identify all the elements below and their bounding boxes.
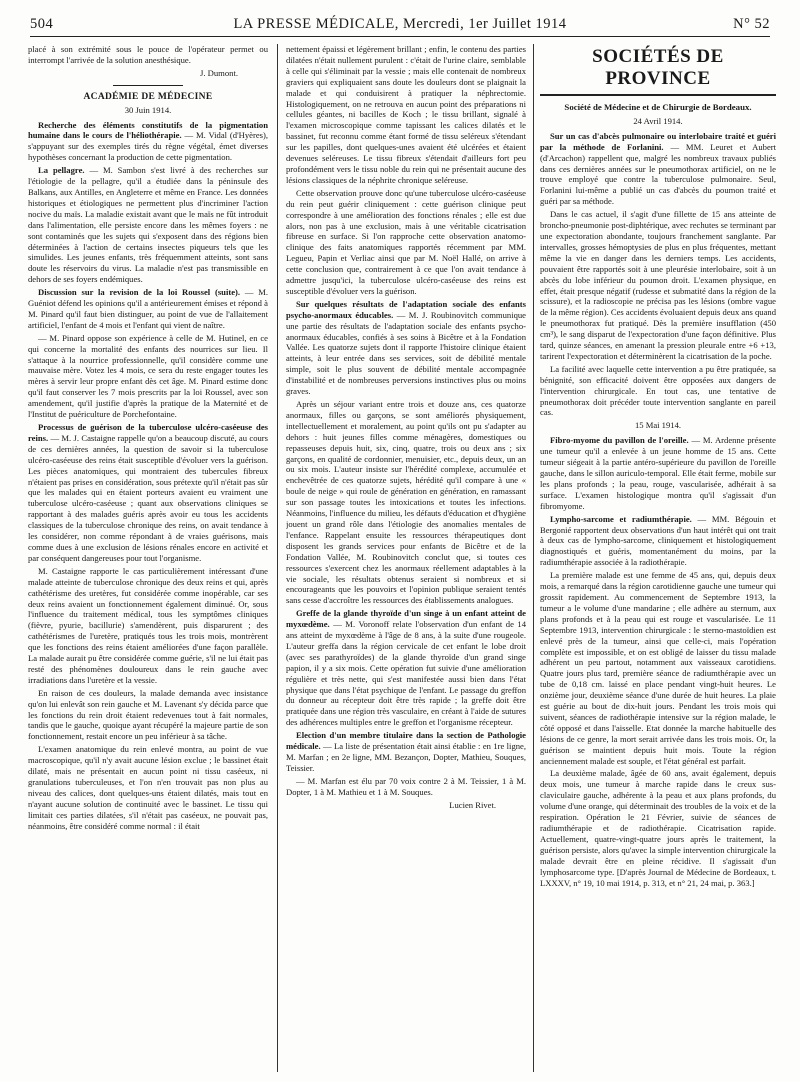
page-header [30, 14, 770, 37]
journal-title: LA PRESSE MÉDICALE, Mercredi, 1er Juillet 1914 [233, 16, 567, 32]
paragraph-pellagre [28, 165, 268, 285]
paragraph-continued: nettement épaissi et légèrement brillant ; enfin, le contenu des parties dilatées n'était nullement purulent : c'était de l'urine claire, semblable à celle qui s'éliminait par la vessie ; mais elle contenait de nombreux graviers qui expliquaient sans doute les douleurs dont se plaignait la malade et qui conduisirent à pratiquer la néphrectomie. Histologiquement, on ne retrouva en aucun point des préparations ni cellules géantes, ni bacilles de Koch ; le tissu brillant, signalé à l'examen microscopique comme tapissant les calices dilatés et le bassinet, fut reconnu comme étant formé de tissu seléreux s'étendant sur les papilles, dont quelques-unes avaient été ulcérées et étaient devenues seléreuses. Le tissu fibreux s'étendait d'ailleurs fort peu profondément vers le tissu noble du rein qui ne présentait aucune des lésions classiques de la néphrite chronique seléreuse. [286, 44, 526, 185]
heading-fibro: Fibro-myome du pavillon de l'oreille. [550, 435, 689, 446]
body-pellagre: — M. Sambon s'est livré à des recherches sur l'étiologie de la pellagre, qu'il a étudiée dans la péninsule des Balkans, aux Antilles, en Angleterre et même en France. Les données historiques et étiologiques ne permettent plus d'incriminer l'action nocive du maïs. La maladie existait avant que le maïs ne fût introduit dans l'alimentation, elle persiste encore dans les mêmes foyers : ne sont contaminés que les sujets qui s'exposent dans des régions bien déterminées à l'action de certains insectes piqueurs tels que les simulides. Les jeunes enfants, très fréquemment atteints, sont sans doute les réservoirs du virus. La maladie n'est pas transmissible en dehors de ses foyers endémiques. [28, 165, 268, 285]
academy-title: ACADÉMIE DE MÉDECINE [83, 91, 213, 102]
society-name: Société de Médecine et de Chirurgie de Bordeaux. [564, 102, 752, 112]
paragraph-deuxieme: La deuxième malade, âgée de 60 ans, avait également, depuis deux mois, une tumeur à marche rapide dans le creux sus-claviculaire gauche, adhérente à la peau et aux plans profonds, du volume d'une orange, qui déterminait des troubles de la voix et de la respiration. Opération le 21 Février, suivie de séances de radiumthérapie et de radiothérapie. Cicatrisation rapide. Actuellement, quatre-vingt-quatre jours après le traitement, la guérison persiste, alors qu'avec la simple intervention chirurgicale la malade devrait être en pleine récidive. Il s'agissait d'un lymphosarcome type. [D'après Journal de Médecine de Bordeaux, t. LXXXV, n° 19, 10 mai 1914, p. 313, et n° 21, 24 mai, p. 363.] [540, 768, 776, 888]
heading-lympho: Lympho-sarcome et radiumthérapie. [550, 513, 692, 524]
body-greffe: — M. Voronoff relate l'observation d'un enfant de 14 ans atteint de myxœdème à l'âge de 8 ans, à la suite d'une rougeole. L'auteur greffa dans la région cervicale de cet enfant le lobe droit (avec ses parathyroïdes) de la glande thyroïde d'un grand singe papion, il y a six mois. Cette opération fut suivie d'une amélioration régulière et très nette, qui s'est manifestée aussi bien dans l'état physique que dans l'état psychique de l'enfant. Le passage du greffon du donneur au récepteur doit être très rapide ; la greffe doit être pratiquée dans une région très vasculaire, en créant à l'aide de sutures des adhérences multiples entre le greffon et l'organisme récepteur. [286, 619, 526, 728]
heading-roussel: Discussion sur la revision de la loi Roussel (suite). [38, 287, 241, 298]
issue-number: N° 52 [733, 16, 770, 32]
paragraph-cas: Dans le cas actuel, il s'agit d'une fillette de 15 ans atteinte de broncho-pneumonie post-diphtérique, avec rechutes se terminant par une expectoration abondante, toujours franchement sanglante. Par intervalles, grosses hémoptysies de plus en plus fréquentes, mettant même la vie en danger dans les derniers temps. Les accidents, pouvaient être rapportés soit à une pleurésie interlobaire, soit à un abcès du lobe inférieur du poumon droit. L'examen physique, en effet, était presque négatif (rudesse et submatité dans la région de la scissure), et la radioscopie ne précisa pas les lésions (ombre vague de la même région). Ces accidents évoluaient depuis deux ans quand le pneumothorax fut pratiqué. Dès la première insufflation (450 cm³), le sang disparut de l'expectoration d'une façon définitive. Plus tard, quinze séances, en amenant la pression pleurale entre +6 +13, tarirent l'expectoration et déterminèrent la cicatrisation de la poche. [540, 209, 776, 361]
academy-date: 30 Juin 1914. [124, 104, 172, 115]
paragraph-observation: Cette observation prouve donc qu'une tuberculose ulcéro-caséeuse du rein peut guérir cliniquement : cette guérison clinique peut correspondre à une amélioration des fonctions rénales ; elle est due alors, non pas à une exclusion, mais à une véritable cicatrisation fibreuse en surface. Si l'on rapproche cette observation anatomo-clinique des faits anatomiques rapportés récemment par MM. Legueu, Papin et Verliac ainsi que par M. Noël Hallé, on arrive à cette conclusion que, contrairement à ce que l'on avait tendance à admettre jusqu'ici, la tuberculose ulcéro-caséeuse des reins est susceptible d'évoluer vers la guérison. [286, 187, 526, 296]
heading-helio: Recherche des éléments constitutifs de la pigmentation humaine dans le cours de l'héliothérapie. [28, 119, 268, 141]
column-3 [540, 44, 776, 1070]
meeting-date-2: 15 Mai 1914. [634, 420, 682, 431]
paragraph-lympho [540, 514, 776, 569]
body-roussel: — M. Guéniot défend les opinions qu'il a antérieurement émises et répond à M. Pinard qu'il faut bien distinguer, au point de vue de l'allaitement artificiel, l'enfant de 4 mois et l'enfant qui vient de naître. [28, 287, 268, 330]
heading-greffe: Greffe de la glande thyroïde d'un singe à un enfant atteint de myxœdème. [286, 608, 526, 630]
body-fibro: — M. Ardenne présente une tumeur qu'il a enlevée à un jeune homme de 15 ans. Cette tumeur siégeait à la partie antéro-supérieure du pavillon de l'oreille gauche, dans le sillon auriculo-temporal. Elle était ferme, mobile sur les plans profonds ; la peau, rouge, vascularisée, adhérait à sa surface. L'examen histologique montra qu'il s'agissait d'un fibromyome. [540, 435, 776, 511]
heading-pellagre: La pellagre. [38, 165, 85, 176]
paragraph-greffe [286, 608, 526, 728]
paragraph-facilite: La facilité avec laquelle cette intervention a pu être pratiquée, sa bénignité, son efficacité doivent être opposées aux dangers de l'intervention chirurgicale. En tout cas, une tentative de pneumothorax doit précéder toute intervention sanglante en pareil cas. [540, 363, 776, 418]
heading-ulcero: Processus de guérison de la tuberculose ulcéro-caséeuse des reins. [28, 422, 268, 443]
paragraph-adaptation [286, 299, 526, 397]
paragraph-abces [540, 131, 776, 207]
heading-election: Election d'un membre titulaire dans la section de Pathologie médicale. [286, 730, 526, 752]
body-adaptation: — M. J. Roubinovitch communique une partie des résultats de l'adaptation sociale des enfants psycho-anormaux éducables, confiés à ses soins à Bicêtre et à la Fondation Vallée. Les quatorze sujets dont il rapporte l'histoire clinique étaient atteints, à leur entrée dans ses services, soit de débilité mentale simple, soit le plus souvent de débilité mentale accompagnée d'instabilité et de nombreuses perversions instinctives plus ou moins graves. [286, 309, 526, 397]
column-2 [286, 44, 526, 1070]
signature-rivet: Lucien Rivet. [449, 799, 496, 810]
paragraph-helio [28, 120, 268, 164]
paragraph-ulcero [28, 422, 268, 564]
heading-abces: Sur un cas d'abcès pulmonaire ou interlobaire traité et guéri par la méthode de Forlanini. [540, 130, 776, 152]
body-ulcero: — M. J. Castaigne rappelle qu'on a beaucoup discuté, au cours de ces dernières années, la question de savoir si la tuberculose ulcéro-caséeuse des reins était susceptible d'évoluer vers la guérison. Les pièces anatomiques, qui montraient des tubercules fibreux n'étaient pas prises en considération, sous prétexte qu'il n'était pas sûr que les malades qui en étaient porteurs avaient eu vraiment une tuberculose ulcéro-caséeuse ; quant aux observations cliniques se rapportant à des malades guéris après avoir eu tous les accidents classiques de la tuberculose chronique des reins, on avait tendance à les considérer, non comme répondant à de vraies guérisons, mais comme dues à une exclusion de lésions rénales encore en activité et par conséquent dangereuses pour tout l'organisme. [28, 432, 268, 563]
paragraph-roussel [28, 287, 268, 331]
paragraph-castaigne: M. Castaigne rapporte le cas particulièrement intéressant d'une malade atteinte de tuberculose chronique des deux reins et qui, après cathétérisme des uretères, fut considérée comme inopérable, car ses deux reins avaient un fonctionnement également diminué. Or, sous l'influence du traitement médical, tous les symptômes cliniques (fièvre, pyurie, bacillurie) s'amendèrent, puis disparurent ; des cathétérismes de l'uretère, pratiqués tous les trois mois, montrèrent que les fonctions des reins étaient améliorées d'une façon parallèle. La malade aurait pu être considérée comme guérie, s'il ne lui était pas resté des phénomènes douloureux dans le rein gauche avec irradiations dans l'uretère et la vessie. [28, 565, 268, 685]
body-abces: — MM. Leuret et Aubert (d'Arcachon) rappellent que, malgré les nombreux travaux publiés dans ces dernières années sur le pneumothorax artificiel, on ne le trouve employé que contre la tuberculose pulmonaire. Seul, Forlanini lui-même a publié un cas d'abcès du poumon traité et guéri par sa méthode. [540, 141, 776, 207]
body-election: — La liste de présentation était ainsi établie : en 1re ligne, M. Marfan ; en 2e ligne, MM. Bezançon, Dopter, Mathieu, Souques, Teissier. [286, 741, 526, 773]
paragraph-fibro [540, 435, 776, 511]
paragraph-election [286, 730, 526, 774]
divider [113, 85, 183, 86]
heading-adaptation: Sur quelques résultats de l'adaptation sociale des enfants psycho-anormaux éducables. [286, 298, 526, 320]
paragraph-pinard: — M. Pinard oppose son expérience à celle de M. Hutinel, en ce qui concerne la mortalité des enfants des nourrices sur lieu. Il s'attaque à la nourrice professionnelle, qu'il considère comme une mauvaise mère. Votez les 4 mois, ce sera du reste engager toutes les mères à servir leur propre enfant dès cet âge. M. Pinard estime donc qu'il faut conserver les 7 mois prescrits par la loi Roussel, avec son amendement, qu'il justifie d'après la pratique de la Maternité et de l'Institut de puériculture de Porchefontaine. [28, 332, 268, 420]
column-rule-left [277, 44, 278, 1072]
section-title: SOCIÉTÉS DE PROVINCE [540, 46, 776, 96]
column-1 [28, 44, 268, 1070]
paragraph-vote: — M. Marfan est élu par 70 voix contre 2 à M. Teissier, 1 à M. Dopter, 1 à M. Mathieu et 1 à M. Souques. [286, 775, 526, 797]
body-helio: — M. Vidal (d'Hyères), s'appuyant sur des exemples tirés du règne végétal, émet diverses hypothèses concernant la production de cette pigmentation. [28, 130, 268, 163]
paragraph-premiere: La première malade est une femme de 45 ans, qui, depuis deux mois, a remarqué dans la région carotidienne gauche une tumeur qui grossit rapidement. Au commencement de Septembre 1913, la tumeur a le volume d'une mandarine ; elle adhère au sternum, aux plans profonds et à la peau qui est rouge et vascularisée. Le 11 Septembre 1913, intervention chirurgicale : le sterno-mastoïdien est enlevé près de la tumeur, ainsi que celle-ci, mais l'opération complète est impossible, et on est obligé de laisser du tissu malade adhérent un peu partout, notamment aux vaisseaux carotidiens. Quatre jours plus tard, première séance de radiumthérapie avec un tube de 0,18 cm. laissé en place pendant vingt-huit heures. Le onzième jour, deuxième séance d'une durée de huit heures. La plaie est guérie au bout de dix-huit jours. Pendant les trois mois qui suivent, séances de radiothérapie intensive sur la région malade, le côté opposé et dans l'aisselle. Etat donnée la marche habituelle des lésions de ce genre, la mort serait arrivée dans les trois mois. Or, la guérison se maintient depuis huit mois. Toute la région anciennement malade est souple, et l'état général est parfait. [540, 570, 776, 766]
paragraph-douleurs: En raison de ces douleurs, la malade demanda avec insistance qu'on lui enlevât son rein gauche et M. Lavenant s'y décida parce que les fonctions du rein droit étaient redevenues tout à fait normales, tandis que le gauche, quoique ayant récupéré la majeure partie de son fonctionnement, restait encore un peu inférieur à sa tâche. [28, 687, 268, 742]
paragraph-examen: L'examen anatomique du rein enlevé montra, au point de vue macroscopique, qu'il n'y avait aucune lésion exclue ; le bassinet était dilaté, mais ne présentait en aucun point ni tissu caséeux, ni granulations tuberculeuses, et l'on n'en trouvait pas non plus au niveau des calices, dont quelques-uns étaient dilatés, mais tout en n'ayant aucune solution de continuité avec le bassinet. Le tissu qui limitait ces parties dilatées, s'il n'était pas caséeux, ne pouvait pas, néanmoins, être considéré comme normal : il était [28, 744, 268, 831]
meeting-date-1: 24 Avril 1914. [633, 115, 683, 126]
page-number: 504 [30, 16, 54, 32]
body-lympho: — MM. Bégouin et Bergonié rapportent deux observations d'un haut intérêt qui ont trait à deux cas de lympho-sarcome, cliniquement et histologiquement diagnostiqués et guéris, momentanément du moins, par la radiumthérapie associée à la radiothérapie. [540, 513, 776, 568]
signature-dumont: J. Dumont. [200, 67, 238, 78]
paragraph-apres: Après un séjour variant entre trois et douze ans, ces quatorze anormaux, filles ou garçons, se sont améliorés physiquement, intellectuellement et moralement, au point qu'ils ont pu s'adapter au dehors : huit jeunes filles comme ménagères, domestiques ou repasseuses depuis huit, six, cinq, quatre, trois ou deux ans ; six garçons, en qualité de cordonnier, menuisier, etc., depuis deux, un an ou six mois. L'auteur insiste sur l'hérédité complexe, accumulée et enchevêtrée de ces quatorze sujets, hérédité qu'il compare à une « boule de neige » qui roule de génération en génération, en ramassant sur son passage toutes les intoxications et toutes les infections. Néanmoins, l'influence du milieu, les défauts d'éducation et d'hygiène jouent un grand rôle dans l'étiologie des anomalies mentales de l'enfance. Rappelant ensuite les ressources thérapeutiques dont disposent les grands services pour enfants de Bicêtre et de la Fondation Vallée, M. Roubinovitch conclut que, si toutes ces ressources s'exercent chez les anormaux réellement adaptables à la vie sociale, les résultats obtenus seraient si nombreux et si encourageants que les pouvoirs et l'opinion publique seraient tentés sans cesse d'accroître les ressources des établissements analogues. [286, 399, 526, 606]
opening-paragraph: placé à son extrémité sous le pouce de l'opérateur permet ou interrompt l'arrivée de la solution anesthésique. [28, 44, 268, 65]
column-rule-right [533, 44, 534, 1072]
